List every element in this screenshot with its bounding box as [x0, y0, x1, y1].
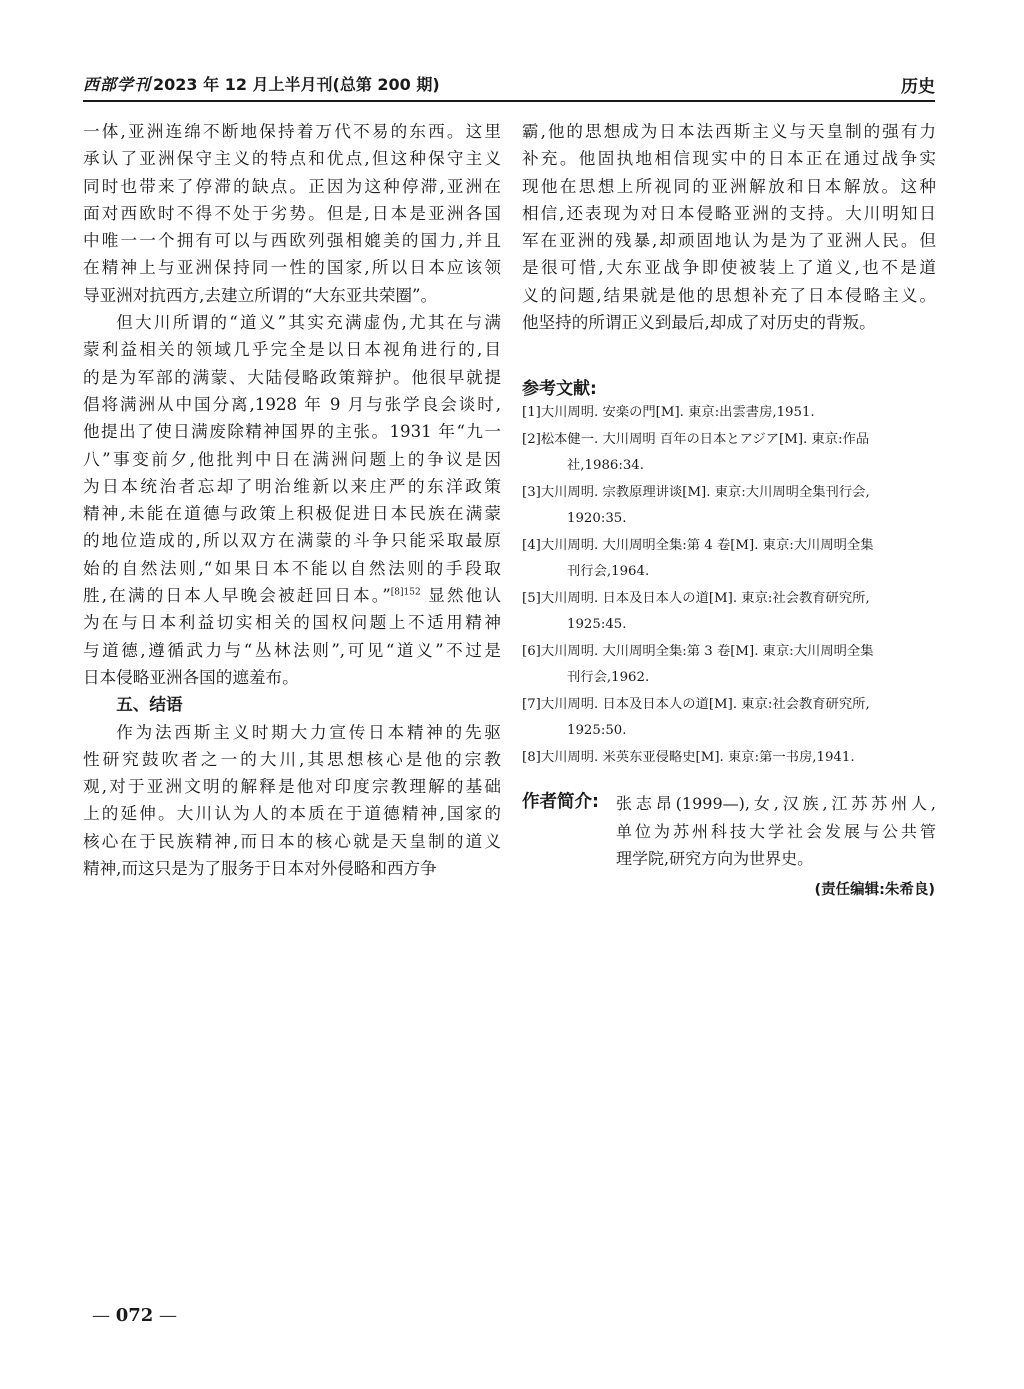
- responsible-editor: (责任编辑:朱希良): [814, 882, 935, 898]
- text-line: 观,对于亚洲文明的解释是他对印度宗教理解的基础: [83, 777, 501, 797]
- text-line: 义的问题,结果就是他的思想补充了日本侵略主义。: [522, 285, 936, 305]
- text-line: 中唯一一个拥有可以与西欧列强相媲美的国力,并且: [83, 231, 501, 251]
- text-fragment: 胜,在满的日本人早晚会被赶回日本。”: [83, 586, 391, 606]
- reference-item: [522, 692, 936, 745]
- text-line: 军在亚洲的残暴,却顽固地认为是为了亚洲人民。但: [522, 231, 936, 251]
- text-line: 与道德,遵循武力与“丛林法则”,可见“道义”不过是: [83, 640, 501, 660]
- text-line: 作为法西斯主义时期大力宣传日本精神的先驱: [116, 722, 501, 742]
- text-line: 倡将满洲从中国分离,1928 年 9 月与张学良会谈时,: [83, 394, 501, 414]
- text-line: 刊行会,1962.: [567, 670, 650, 685]
- journal-issue: 2023 年 12 月上半月刊(总第 200 期): [153, 75, 440, 94]
- text-line: 社,1986:34.: [567, 458, 644, 473]
- paragraph: [83, 118, 501, 309]
- text-fragment: 显然他认: [420, 586, 501, 606]
- citation-marker: [8]152: [390, 587, 421, 598]
- reference-item: [522, 639, 936, 692]
- text-line: 霸,他的思想成为日本法西斯主义与天皇制的强有力: [522, 122, 936, 141]
- section-heading: 五、结语: [116, 695, 183, 715]
- author-text: [616, 790, 936, 873]
- journal-logo: 西部学刊: [83, 75, 152, 94]
- text-line: 精神,未能在道德与政策上积极促进日本民族在满蒙: [83, 504, 501, 524]
- paragraph: [83, 719, 501, 883]
- reference-item: [522, 586, 936, 639]
- text-line: 刊行会,1964.: [567, 564, 650, 579]
- text-line: [3]大川周明. 宗教原理讲谈[M]. 東京:大川周明全集刊行会,: [522, 484, 870, 500]
- text-line: 理学院,研究方向为世界史。: [616, 849, 814, 868]
- text-line: 精神,而这只是为了服务于日本对外侵略和西方争: [83, 859, 437, 879]
- text-line: [5]大川周明. 日本及日本人の道[M]. 東京:社会教育研究所,: [522, 590, 870, 606]
- page-number-value: 072: [115, 1305, 154, 1326]
- reference-item: [522, 427, 936, 480]
- text-line: [83, 582, 501, 609]
- text-line: 的地位造成的,所以双方在满蒙的斗争只能采取最原: [83, 531, 501, 551]
- reference-item: [522, 745, 936, 772]
- text-line: 他提出了使日满废除精神国界的主张。1931 年“九一: [83, 422, 501, 442]
- journal-title: [83, 72, 440, 95]
- text-line: 他坚持的所谓正义到最后,却成了对历史的背叛。: [522, 313, 876, 333]
- text-line: 但大川所谓的“道义”其实充满虚伪,尤其在与满: [116, 313, 501, 333]
- header-rule: [83, 100, 935, 102]
- text-line: 补充。他固执地相信现实中的日本正在通过战争实: [522, 149, 936, 169]
- text-line: [7]大川周明. 日本及日本人の道[M]. 東京:社会教育研究所,: [522, 696, 870, 712]
- text-line: 始的自然法则,“如果日本不能以自然法则的手段取: [83, 558, 501, 578]
- reference-item: [522, 533, 936, 586]
- text-line: 核心在于民族精神,而日本的核心就是天皇制的道义: [83, 831, 501, 851]
- text-line: 现他在思想上所视同的亚洲解放和日本解放。这种: [522, 176, 936, 196]
- text-line: 面对西欧时不得不处于劣势。但是,日本是亚洲各国: [83, 203, 501, 223]
- text-line: [2]松本健一. 大川周明 百年の日本とアジア[M]. 東京:作品: [522, 431, 870, 447]
- text-line: 一体,亚洲连绵不断地保持着万代不易的东西。这里: [83, 122, 501, 141]
- folio-dash: —: [153, 1305, 178, 1326]
- text-line: [4]大川周明. 大川周明全集:第 4 卷[M]. 東京:大川周明全集: [522, 537, 874, 553]
- text-line: 日本侵略亚洲各国的遮羞布。: [83, 667, 299, 687]
- references-list: [522, 400, 936, 771]
- text-line: 在精神上与亚洲保持同一性的国家,所以日本应该领: [83, 258, 501, 278]
- text-line: 1925:50.: [567, 723, 627, 738]
- paragraph: [522, 118, 936, 336]
- text-line: 1920:35.: [567, 511, 627, 526]
- page-number: [92, 1305, 177, 1326]
- paragraph: [83, 309, 501, 691]
- text-line: [1]大川周明. 安楽の門[M]. 東京:出雲書房,1951.: [522, 405, 815, 420]
- folio-dash: —: [92, 1305, 116, 1326]
- text-line: 单位为苏州科技大学社会发展与公共管: [616, 821, 936, 841]
- left-column: [83, 118, 501, 882]
- running-header: [83, 72, 935, 100]
- text-line: 1925:45.: [567, 617, 627, 632]
- text-line: 是很可惜,大东亚战争即使被装上了道义,也不是道: [522, 258, 936, 278]
- text-line: [8]大川周明. 米英东亚侵略史[M]. 東京:第一书房,1941.: [522, 749, 855, 765]
- right-column: [522, 118, 936, 336]
- text-line: [6]大川周明. 大川周明全集:第 3 卷[M]. 東京:大川周明全集: [522, 643, 874, 659]
- text-line: 八”事变前夕,他批判中日在满洲问题上的争议是因: [83, 449, 501, 469]
- text-line: 为日本统治者忘却了明治维新以来庄严的东洋政策: [83, 476, 501, 496]
- text-line: 为在与日本利益切实相关的国权问题上不适用精神: [83, 613, 501, 633]
- author-label: 作者简介:: [522, 792, 599, 812]
- references-title: 参考文献:: [522, 379, 597, 399]
- reference-item: [522, 480, 936, 533]
- text-line: 承认了亚洲保守主义的特点和优点,但这种保守主义: [83, 149, 501, 169]
- text-line: 张志昂(1999—),女,汉族,江苏苏州人,: [616, 794, 936, 813]
- text-line: 蒙利益相关的领域几乎完全是以日本视角进行的,目: [83, 340, 501, 360]
- text-line: 的是为军部的满蒙、大陆侵略政策辩护。他很早就提: [83, 367, 501, 387]
- text-line: 相信,还表现为对日本侵略亚洲的支持。大川明知日: [522, 203, 936, 223]
- section-name: 历史: [901, 77, 935, 97]
- text-line: 上的延伸。大川认为人的本质在于道德精神,国家的: [83, 804, 501, 824]
- text-line: 导亚洲对抗西方,去建立所谓的“大东亚共荣圈”。: [83, 285, 438, 305]
- text-line: 同时也带来了停滞的缺点。正因为这种停滞,亚洲在: [83, 176, 501, 196]
- text-line: 性研究鼓吹者之一的大川,其思想核心是他的宗教: [83, 749, 501, 769]
- reference-item: [522, 400, 936, 427]
